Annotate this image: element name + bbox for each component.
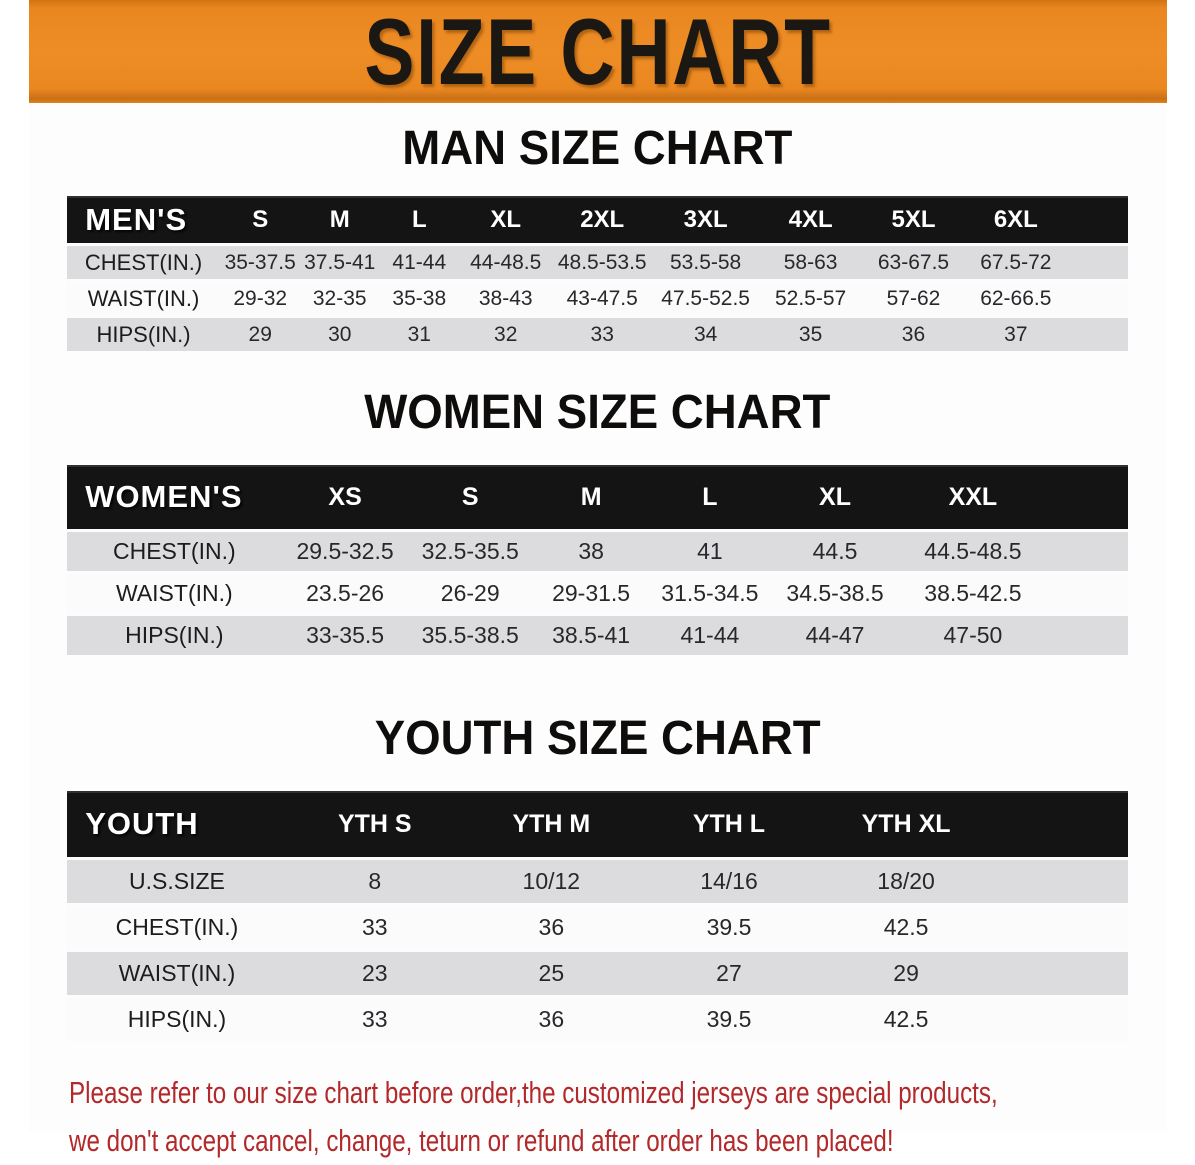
- measurement-value-cell: 48.5-53.5: [552, 243, 653, 279]
- measurement-value-cell: 67.5-72: [964, 243, 1067, 279]
- table-title-cell: WOMEN'S: [67, 465, 281, 529]
- table-row: [67, 857, 1128, 903]
- size-column-header: 2XL: [552, 196, 653, 243]
- measurement-value-cell: 47-50: [901, 613, 1045, 655]
- measurement-value-cell: 31: [379, 315, 460, 351]
- measurement-value-cell: 25: [463, 949, 640, 995]
- size-column-header: YTH L: [640, 791, 818, 857]
- measurement-value-cell: 44.5: [769, 529, 901, 571]
- measurement-value-cell: 10/12: [463, 857, 640, 903]
- measurement-value-cell: 35-37.5: [220, 243, 301, 279]
- measurement-value-cell: 36: [463, 995, 640, 1041]
- measurement-value-cell: 63-67.5: [863, 243, 965, 279]
- women-section-heading-text: WOMEN SIZE CHART: [364, 389, 830, 437]
- measurement-value-cell: 44-47: [769, 613, 901, 655]
- measurement-value-cell: 38.5-42.5: [901, 571, 1045, 613]
- youth-section-heading-text: YOUTH SIZE CHART: [375, 715, 821, 763]
- spacer-cell: [994, 949, 1128, 995]
- table-title-cell: MEN'S: [67, 196, 220, 243]
- measurement-value-cell: 39.5: [640, 995, 818, 1041]
- measurement-value-cell: 30: [301, 315, 379, 351]
- size-column-header: S: [409, 465, 532, 529]
- measurement-value-cell: 32-35: [301, 279, 379, 315]
- spacer-cell: [1067, 279, 1128, 315]
- measurement-label-cell: CHEST(IN.): [67, 529, 281, 571]
- measurement-value-cell: 38.5-41: [532, 613, 651, 655]
- spacer-cell: [1045, 465, 1128, 529]
- spacer-cell: [994, 857, 1128, 903]
- table-title-cell: YOUTH: [67, 791, 287, 857]
- measurement-value-cell: 23: [287, 949, 463, 995]
- spacer-cell: [1067, 196, 1128, 243]
- measurement-label-cell: HIPS(IN.): [67, 613, 281, 655]
- measurement-value-cell: 44-48.5: [460, 243, 552, 279]
- women-section: [29, 389, 1167, 655]
- measurement-value-cell: 33-35.5: [281, 613, 408, 655]
- youth-section-heading: [29, 715, 1167, 763]
- measurement-value-cell: 47.5-52.5: [653, 279, 759, 315]
- table-row: [67, 903, 1128, 949]
- women-size-table: [67, 465, 1128, 655]
- measurement-value-cell: 57-62: [863, 279, 965, 315]
- banner-title: [306, 5, 890, 99]
- header-row: [67, 465, 1128, 529]
- youth-size-table: [67, 791, 1128, 1041]
- measurement-label-cell: HIPS(IN.): [67, 995, 287, 1041]
- size-column-header: L: [651, 465, 770, 529]
- measurement-value-cell: 32: [460, 315, 552, 351]
- measurement-value-cell: 38-43: [460, 279, 552, 315]
- women-section-heading: [29, 389, 1167, 437]
- measurement-value-cell: 36: [463, 903, 640, 949]
- size-column-header: XXL: [901, 465, 1045, 529]
- spacer-cell: [1045, 529, 1128, 571]
- measurement-value-cell: 41-44: [651, 613, 770, 655]
- measurement-value-cell: 53.5-58: [653, 243, 759, 279]
- table-row: [67, 279, 1128, 315]
- measurement-value-cell: 29-32: [220, 279, 301, 315]
- measurement-value-cell: 37.5-41: [301, 243, 379, 279]
- spacer-cell: [994, 903, 1128, 949]
- size-chart-page: [29, 0, 1167, 1132]
- measurement-value-cell: 29.5-32.5: [281, 529, 408, 571]
- size-column-header: M: [301, 196, 379, 243]
- spacer-cell: [1067, 243, 1128, 279]
- table-row: [67, 995, 1128, 1041]
- header-row: [67, 196, 1128, 243]
- measurement-value-cell: 23.5-26: [281, 571, 408, 613]
- measurement-value-cell: 14/16: [640, 857, 818, 903]
- size-column-header: 3XL: [653, 196, 759, 243]
- measurement-value-cell: 36: [863, 315, 965, 351]
- youth-section: [29, 715, 1167, 1041]
- measurement-value-cell: 8: [287, 857, 463, 903]
- measurement-value-cell: 35: [759, 315, 863, 351]
- table-row: [67, 243, 1128, 279]
- measurement-value-cell: 42.5: [818, 995, 994, 1041]
- measurement-value-cell: 32.5-35.5: [409, 529, 532, 571]
- size-column-header: 6XL: [964, 196, 1067, 243]
- men-section-heading-text: MAN SIZE CHART: [402, 125, 792, 173]
- measurement-value-cell: 27: [640, 949, 818, 995]
- disclaimer: [69, 1069, 1195, 1165]
- size-column-header: 5XL: [863, 196, 965, 243]
- measurement-value-cell: 38: [532, 529, 651, 571]
- table-row: [67, 315, 1128, 351]
- measurement-value-cell: 26-29: [409, 571, 532, 613]
- size-column-header: L: [379, 196, 460, 243]
- size-column-header: M: [532, 465, 651, 529]
- measurement-label-cell: HIPS(IN.): [67, 315, 220, 351]
- measurement-value-cell: 29: [818, 949, 994, 995]
- size-column-header: XL: [460, 196, 552, 243]
- measurement-value-cell: 35.5-38.5: [409, 613, 532, 655]
- measurement-value-cell: 33: [287, 903, 463, 949]
- men-section-heading: [29, 125, 1167, 173]
- measurement-value-cell: 43-47.5: [552, 279, 653, 315]
- measurement-value-cell: 62-66.5: [964, 279, 1067, 315]
- men-section: [29, 125, 1167, 351]
- spacer-cell: [994, 995, 1128, 1041]
- spacer-cell: [1045, 613, 1128, 655]
- size-column-header: YTH XL: [818, 791, 994, 857]
- measurement-label-cell: WAIST(IN.): [67, 279, 220, 315]
- measurement-value-cell: 29-31.5: [532, 571, 651, 613]
- measurement-label-cell: U.S.SIZE: [67, 857, 287, 903]
- size-column-header: YTH M: [463, 791, 640, 857]
- measurement-value-cell: 41-44: [379, 243, 460, 279]
- measurement-value-cell: 41: [651, 529, 770, 571]
- measurement-value-cell: 31.5-34.5: [651, 571, 770, 613]
- measurement-value-cell: 44.5-48.5: [901, 529, 1045, 571]
- table-row: [67, 613, 1128, 655]
- size-column-header: XS: [281, 465, 408, 529]
- measurement-label-cell: CHEST(IN.): [67, 243, 220, 279]
- measurement-value-cell: 37: [964, 315, 1067, 351]
- size-column-header: S: [220, 196, 301, 243]
- measurement-value-cell: 18/20: [818, 857, 994, 903]
- measurement-value-cell: 29: [220, 315, 301, 351]
- size-column-header: 4XL: [759, 196, 863, 243]
- measurement-label-cell: WAIST(IN.): [67, 949, 287, 995]
- table-row: [67, 529, 1128, 571]
- measurement-value-cell: 39.5: [640, 903, 818, 949]
- measurement-label-cell: CHEST(IN.): [67, 903, 287, 949]
- spacer-cell: [1045, 571, 1128, 613]
- measurement-value-cell: 58-63: [759, 243, 863, 279]
- measurement-value-cell: 34.5-38.5: [769, 571, 901, 613]
- size-column-header: XL: [769, 465, 901, 529]
- measurement-value-cell: 34: [653, 315, 759, 351]
- measurement-value-cell: 33: [287, 995, 463, 1041]
- measurement-label-cell: WAIST(IN.): [67, 571, 281, 613]
- size-column-header: YTH S: [287, 791, 463, 857]
- measurement-value-cell: 42.5: [818, 903, 994, 949]
- banner: [29, 0, 1167, 103]
- disclaimer-line-1: Please refer to our size chart before order,the customized jerseys are special products,: [69, 1069, 1195, 1117]
- measurement-value-cell: 35-38: [379, 279, 460, 315]
- men-size-table: [67, 196, 1128, 351]
- disclaimer-line-2: we don't accept cancel, change, teturn or refund after order has been placed!: [69, 1117, 1195, 1165]
- table-row: [67, 949, 1128, 995]
- header-row: [67, 791, 1128, 857]
- measurement-value-cell: 33: [552, 315, 653, 351]
- table-row: [67, 571, 1128, 613]
- spacer-cell: [1067, 315, 1128, 351]
- banner-title-text: SIZE CHART: [364, 5, 831, 99]
- spacer-cell: [994, 791, 1128, 857]
- measurement-value-cell: 52.5-57: [759, 279, 863, 315]
